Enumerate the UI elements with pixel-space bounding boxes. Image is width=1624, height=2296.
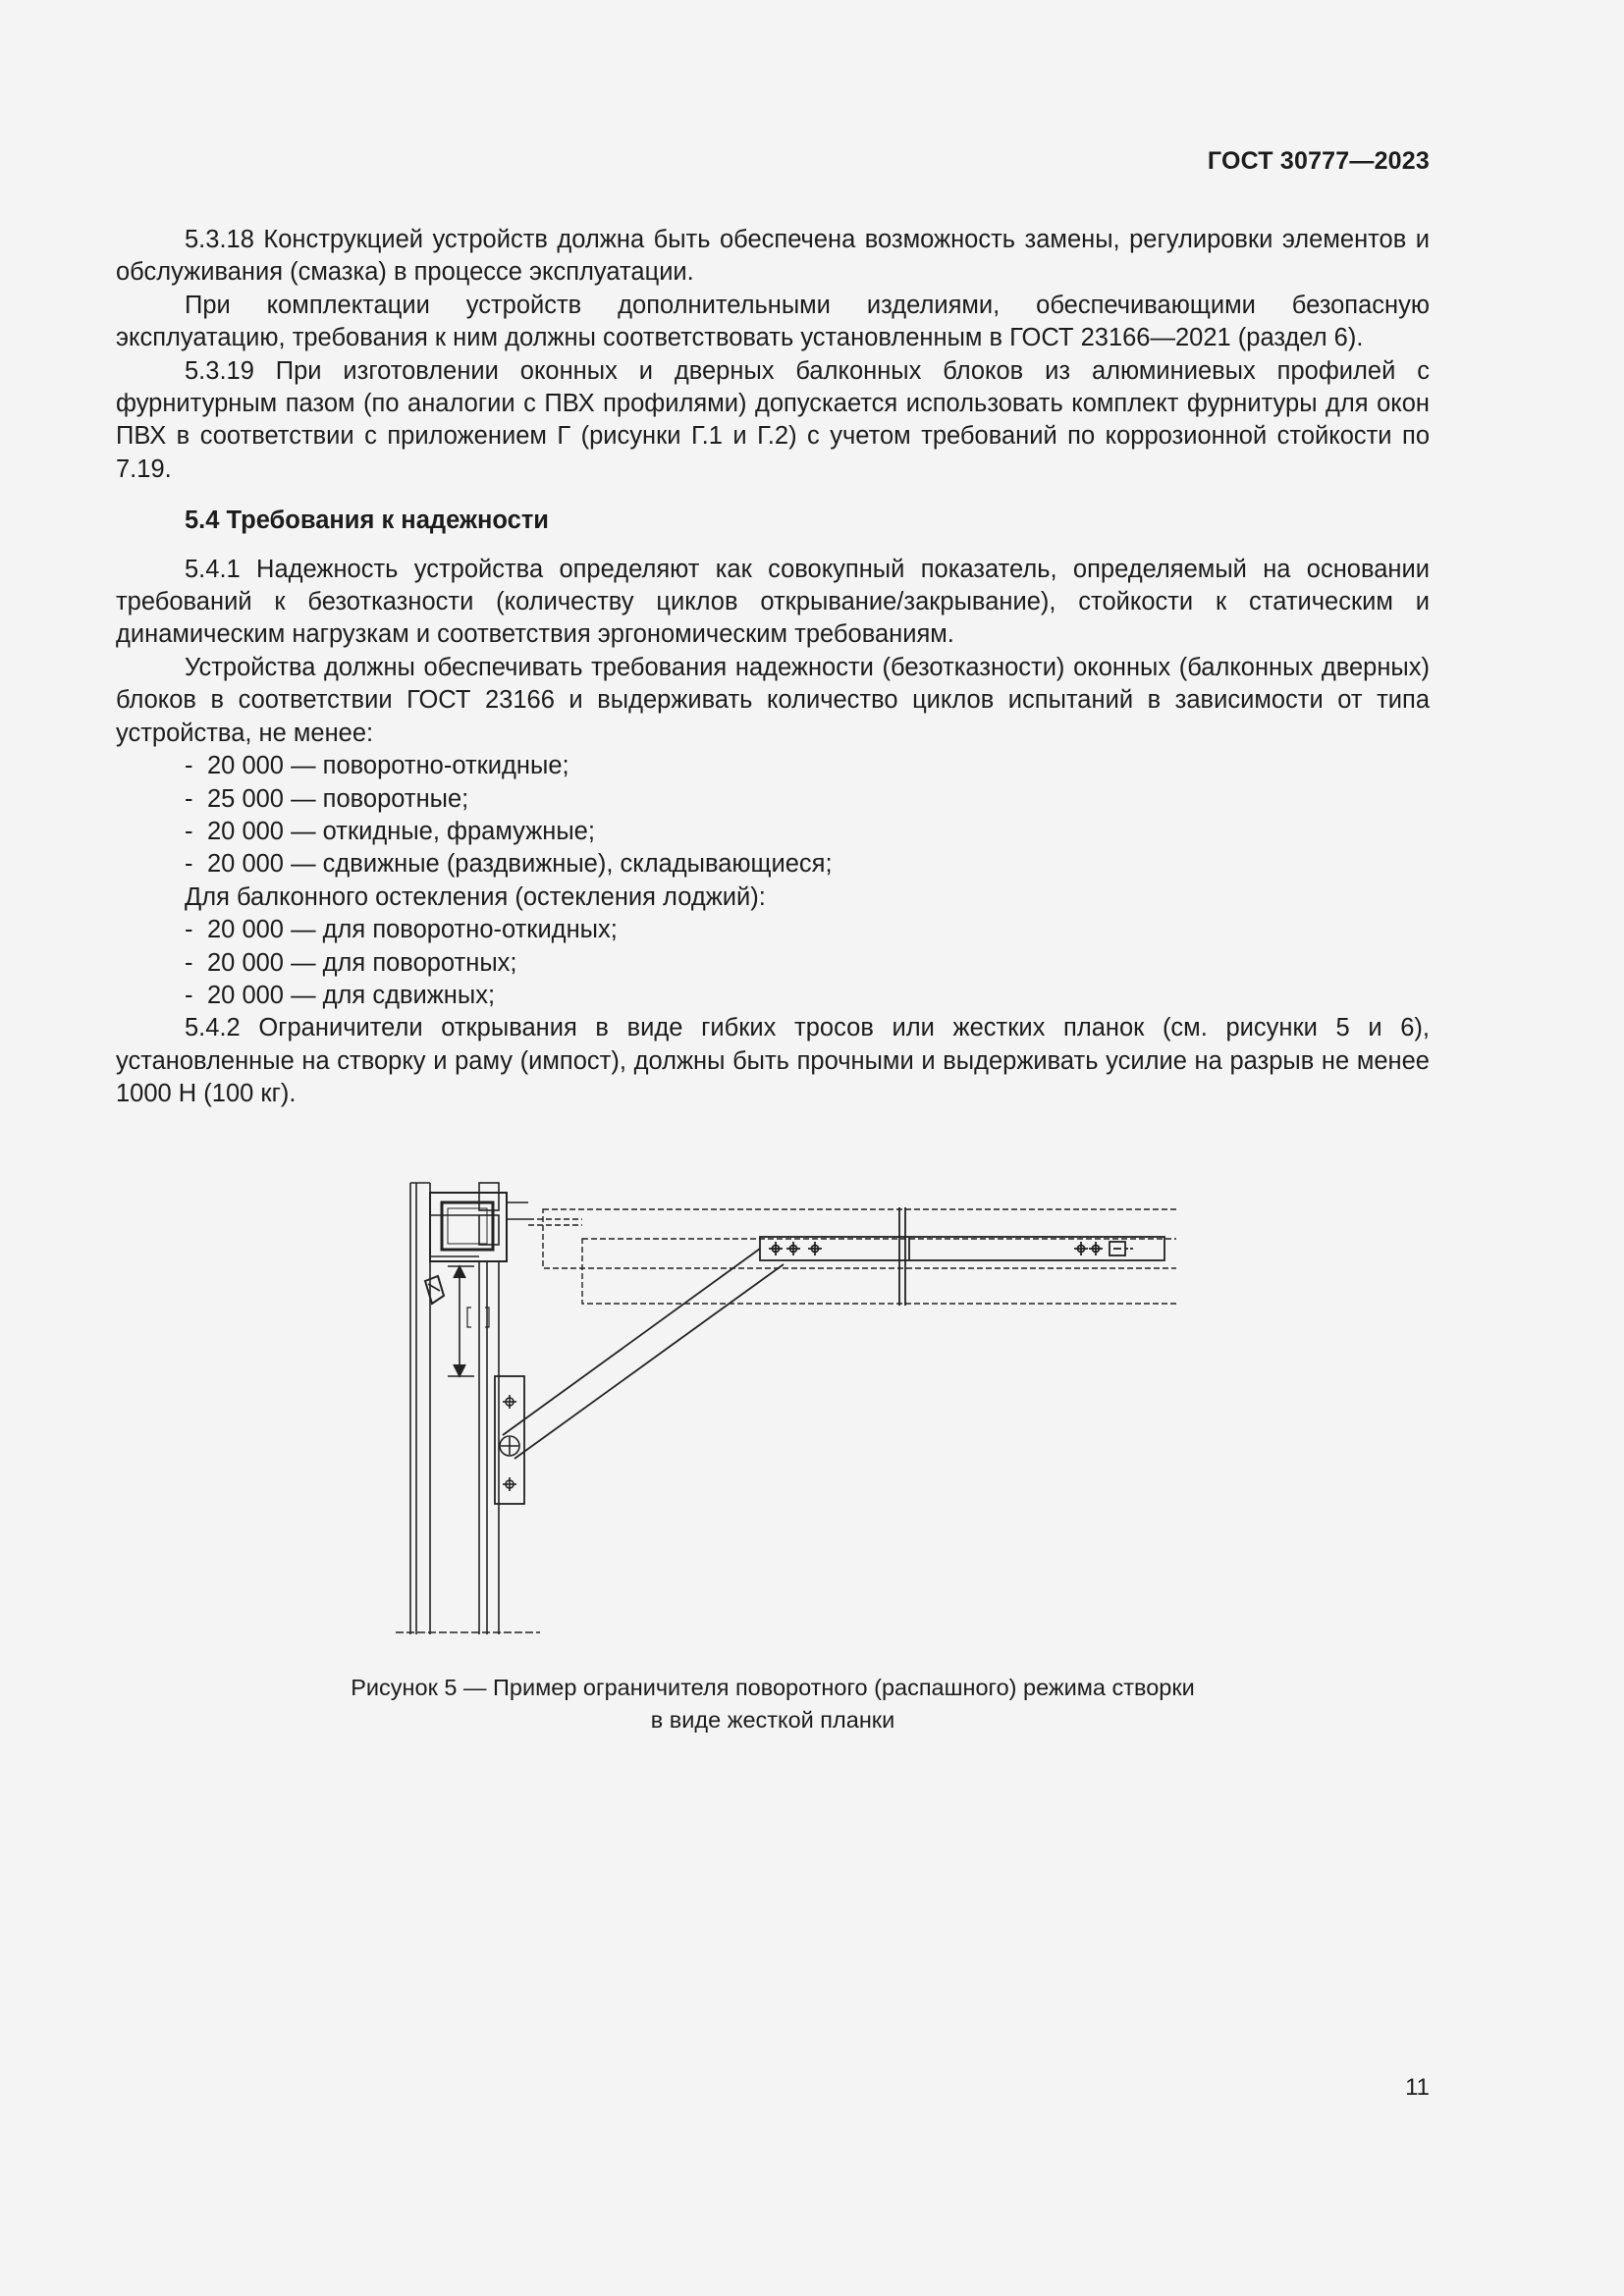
list-item <box>116 816 1430 848</box>
balcony-intro: Для балконного остекления (остекления лоджий): <box>185 882 766 911</box>
list-item <box>116 783 1430 816</box>
list-item <box>116 947 1430 980</box>
list-item-text: 20 000 — поворотно-откидные; <box>207 752 569 780</box>
rail-screw <box>786 1242 800 1255</box>
list-dash: - <box>185 752 193 780</box>
list-item <box>116 914 1430 946</box>
caption-line-2: в виде жесткой планки <box>650 1707 895 1733</box>
rail-screw <box>1074 1242 1088 1255</box>
paragraph-5-4-2: 5.4.2 Ограничители открывания в виде гибких тросов или жестких планок (см. рисунки 5 и 6), установленные на створку и раму (импост), должны быть прочными и выдерживать усилие на разрыв не менее 1000 Н (100 кг). <box>116 1014 1430 1108</box>
paragraph-5-3-18: 5.3.18 Конструкцией устройств должна быть обеспечена возможность замены, регулировки элементов и обслуживания (смазка) в процессе эксплуатации. <box>116 226 1430 287</box>
list-item-text: 20 000 — для поворотно-откидных; <box>207 916 618 944</box>
paragraph-5-3-19: 5.3.19 При изготовлении оконных и дверных балконных блоков из алюминиевых профилей с фурнитурным пазом (по аналогии с ПВХ профилями) допускается использовать комплект фурнитуры для окон ПВХ в соответствии с приложением Г (рисунки Г.1 и Г.2) с учетом требований по коррозионной стойкости по 7.19. <box>116 356 1430 483</box>
section-heading-5-4: 5.4 Требования к надежности <box>185 507 549 535</box>
list-dash: - <box>185 981 193 1009</box>
sash-rail <box>760 1237 1164 1260</box>
rail-screw <box>769 1242 783 1255</box>
rail-screw <box>808 1242 822 1255</box>
list-item-text: 20 000 — для поворотных; <box>207 948 517 977</box>
paragraph-5-4-1: 5.4.1 Надежность устройства определяют как совокупный показатель, определяемый на основании требований к безотказности (количеству циклов открывание/закрывание), стойкости к статическим и динамическим нагрузкам и соответствия эргономическим требованиям. <box>116 555 1430 649</box>
page-number: 11 <box>1405 2074 1430 2101</box>
figure-caption <box>116 1672 1430 1736</box>
dimension-marker <box>448 1266 489 1376</box>
list-dash: - <box>185 916 193 944</box>
list-item-text: 25 000 — поворотные; <box>207 784 469 813</box>
list-item <box>116 848 1430 881</box>
list-dash: - <box>185 817 193 845</box>
list-item-text: 20 000 — сдвижные (раздвижные), складывающиеся; <box>207 850 833 879</box>
body-text <box>116 224 1430 1111</box>
list-item-text: 20 000 — для сдвижных; <box>207 981 496 1009</box>
document-id: ГОСТ 30777—2023 <box>1207 147 1430 175</box>
caption-line-1: Рисунок 5 — Пример ограничителя поворотного (распашного) режима створки <box>351 1675 1195 1700</box>
paragraph-reliability: Устройства должны обеспечивать требования надежности (безотказности) оконных (балконных дверных) блоков в соответствии ГОСТ 23166 и выдерживать количество циклов испытаний в зависимости от типа устройства, не менее: <box>116 653 1430 747</box>
restrictor-bar <box>503 1249 784 1459</box>
list-dash: - <box>185 850 193 879</box>
list-dash: - <box>185 948 193 977</box>
list-item <box>116 980 1430 1012</box>
rail-screw <box>1089 1242 1103 1255</box>
list-item <box>116 750 1430 782</box>
list-dash: - <box>185 784 193 813</box>
paragraph-equipment: При комплектации устройств дополнительными изделиями, обеспечивающими безопасную эксплуатацию, требования к ним должны соответствовать установленным в ГОСТ 23166—2021 (раздел 6). <box>116 291 1430 352</box>
list-item-text: 20 000 — откидные, фрамужные; <box>207 817 595 845</box>
frame-profile <box>396 1183 540 1634</box>
figure-5-drawing <box>391 1168 1176 1639</box>
opened-sash-outline <box>528 1209 1176 1304</box>
